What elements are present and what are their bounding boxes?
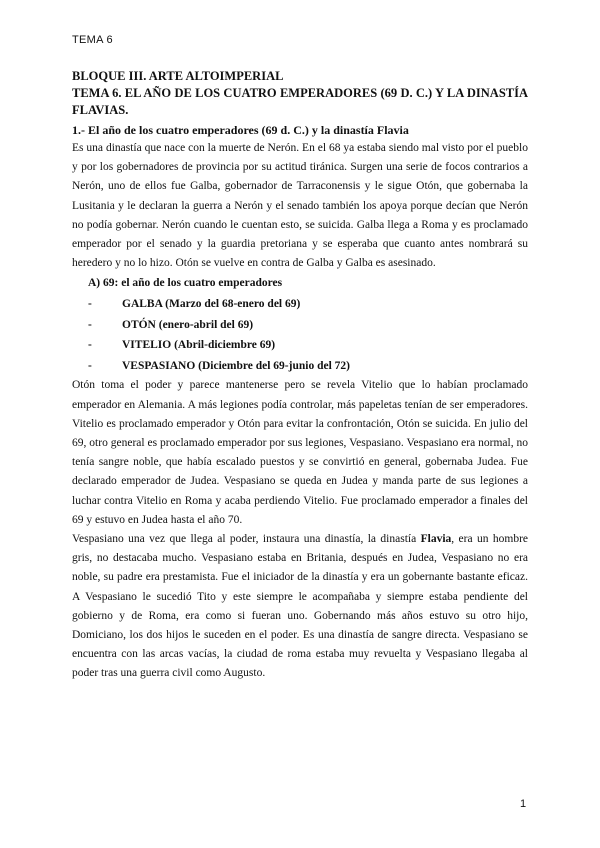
page-number: 1 <box>520 798 527 810</box>
emperors-list <box>72 294 528 376</box>
paragraph-2: Otón toma el poder y parece mantenerse pero se revela Vitelio que lo habían proclamado emperador en Alemania. A más legiones podía controlar, más papeletas tenían de ser emperadores. Vitelio es proclamado emperador y Otón para evitar la confrontación, Otón se suicida. En julio del 69, otro general es proclamado emperador por sus legiones, Vespasiano. Vespasiano era normal, no tenía sangre noble, que había escalado puestos y se convirtió en general, gobernaba Judea. Fue declarado emperador de Judea. Vespasiano se queda en Judea y manda parte de sus legiones a luchar contra Vitelio en Roma y acaba perdiendo Vitelio. Fue proclamado emperador a finales del 69 y estuvo en Judea hasta el año 70. <box>72 379 528 526</box>
emperor-vitelio: VITELIO (Abril-diciembre 69) <box>122 339 276 352</box>
paragraph-3-bold-flavia: Flavia <box>420 533 452 546</box>
emperor-galba: GALBA (Marzo del 68-enero del 69) <box>122 298 301 311</box>
section-1-title: 1.- El año de los cuatro emperadores (69 d. C.) y la dinastía Flavia <box>72 123 409 137</box>
list-dash: - <box>88 359 92 372</box>
bloque-title: BLOQUE III. ARTE ALTOIMPERIAL <box>72 69 284 83</box>
emperor-vespasiano: VESPASIANO (Diciembre del 69-junio del 72) <box>122 359 350 372</box>
list-dash: - <box>88 318 92 331</box>
emperor-oton: OTÓN (enero-abril del 69) <box>122 318 254 331</box>
list-item <box>88 294 528 315</box>
paragraph-3-part-2: , era un hombre gris, no destacaba mucho. Vespasiano estaba en Britania, después en Judea, Vespasiano no era noble, su padre era prestamista. Fue el iniciador de la dinastía y era un gobernante bastante eficaz. A Vespasiano le sucedió Tito y este siempre le acompañaba y siempre estaba pendiente del gobierno y de Roma, era como si fueran uno. Gobernando más años estuvo su otro hijo, Domiciano, los dos hijos le suceden en el poder. Es una dinastía de sangre directa. Vespasiano se encuentra con las arcas vacías, la ciudad de roma estaba muy revuelta y Vespasiano llegaba al poder tras una guerra civil como Augusto. <box>72 533 529 680</box>
list-item <box>88 356 528 377</box>
subsection-a-title: A) 69: el año de los cuatro emperadores <box>88 277 283 290</box>
list-item <box>88 315 528 336</box>
list-dash: - <box>88 298 92 311</box>
page-content <box>72 68 528 684</box>
tema-title: TEMA 6. EL AÑO DE LOS CUATRO EMPERADORES (69 D. C.) Y LA DINASTÍA FLAVIAS. <box>72 86 528 117</box>
paragraph-3 <box>72 530 528 684</box>
list-dash: - <box>88 339 92 352</box>
paragraph-3-part-1: Vespasiano una vez que llega al poder, instaura una dinastía, la dinastía <box>72 533 421 546</box>
running-header: TEMA 6 <box>72 34 113 46</box>
paragraph-1: Es una dinastía que nace con la muerte de Nerón. En el 68 ya estaba siendo mal visto por el pueblo y por los gobernadores de provincia por su actitud tiránica. Surgen una serie de focos contrarios a Nerón, uno de ellos fue Galba, gobernador de Tarraconensis y le sigue Otón, que gobernaba la Lusitania y le declaran la guerra a Nerón y el senado también los apoya porque decían que Nerón no podía gobernar. Nerón cuando le cuentan esto, se suicida. Galba llega a Roma y es proclamado emperador por el senado y la guardia pretoriana y se esperaba que cuanto antes nombrará su heredero y no lo hizo. Otón se vuelve en contra de Galba y Galba es asesinado. <box>72 142 528 270</box>
list-item <box>88 335 528 356</box>
